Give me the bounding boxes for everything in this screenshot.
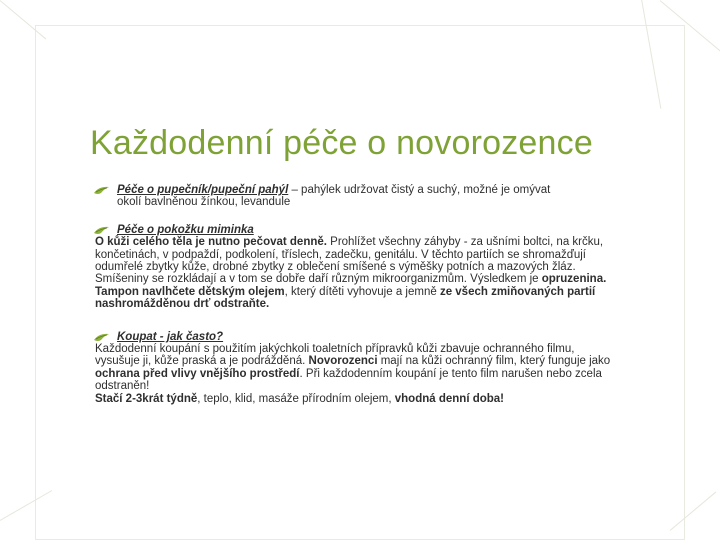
decorative-line xyxy=(0,0,46,39)
bullet-item xyxy=(95,184,615,196)
leaf-bullet-icon xyxy=(93,224,111,236)
bold-text: opruzenina. Tampon navlhčete dětským olejem xyxy=(95,273,607,298)
bold-text: Novorozenci xyxy=(308,355,378,368)
section-heading: Koupat - jak často? xyxy=(117,330,224,343)
body-text: – pahýlek udržovat čistý a suchý, možné je omývat xyxy=(288,184,551,196)
slide-body xyxy=(95,184,615,405)
section-heading: Péče o pokožku miminka xyxy=(117,223,254,236)
bold-text: O kůži celého těla je nutno pečovat denně. xyxy=(95,236,327,249)
bold-text: vhodná denní doba! xyxy=(394,392,505,405)
bold-text: ochrana před vlivy vnějšího prostředí xyxy=(95,367,300,380)
section-heading: Péče o pupečník/pupeční pahýl xyxy=(117,184,289,196)
leaf-bullet-icon xyxy=(93,184,111,196)
body-text: , teplo, klid, masáže přírodním olejem, xyxy=(197,392,395,405)
leaf-bullet-icon xyxy=(93,331,111,343)
bullet-item xyxy=(95,331,615,343)
paragraph xyxy=(95,343,615,393)
paragraph xyxy=(95,236,615,310)
body-text: Každodenní koupání s použitím jakýchkoli toaletních přípravků kůži zbavuje ochranného filmu, vysušuje ji, kůže praská a je podrážděná. xyxy=(95,343,575,368)
body-text: , který dítěti vyhovuje a jemně xyxy=(284,285,440,298)
body-text: Prohlížet všechny záhyby - za ušními boltci, na krčku, končetinách, v podpaždí, podkolení, tříslech, zadečku, genitálu. V těchto partiích se shromažďují odumřelé zbytky kůže, drobné zbytky z oblečení smíšené s výměšky potních a mazových žláz. Smíšeniny se rozkládají a v tom se dobře daří různým mikroorganizmům. Výsledkem je xyxy=(95,236,604,286)
body-text: okolí bavlněnou žínkou, levandule xyxy=(117,196,291,209)
body-text: . Při každodenním koupání je tento film narušen nebo zcela odstraněn! xyxy=(95,367,602,393)
bold-text: ze všech zmiňovaných partií nashromážděnou drť odstraňte. xyxy=(95,285,596,311)
bullet-item xyxy=(95,224,615,236)
paragraph xyxy=(95,393,615,405)
slide-title: Každodenní péče o novorozence xyxy=(90,124,593,162)
bold-text: Stačí 2-3krát týdně xyxy=(95,392,198,405)
body-text: mají na kůži ochranný film, který funguje jako xyxy=(377,355,611,368)
